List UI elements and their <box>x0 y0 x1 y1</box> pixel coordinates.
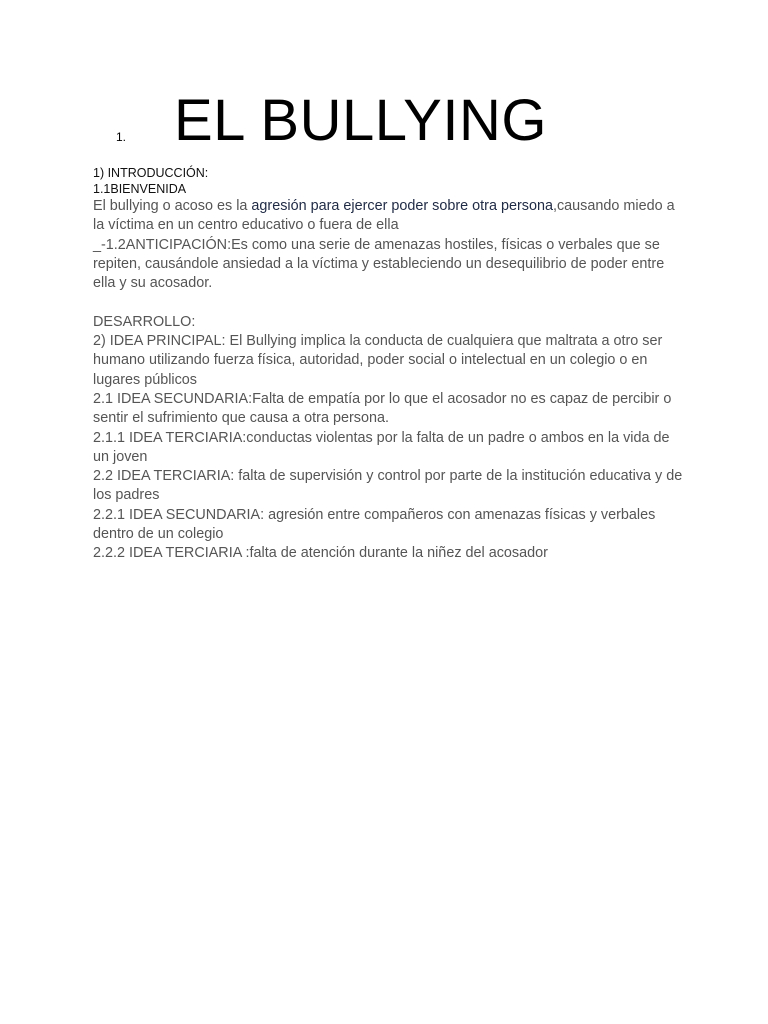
idea-item: 2.1 IDEA SECUNDARIA:Falta de empatía por lo que el acosador no es capaz de percibir o sentir el sufrimiento que causa a otra persona. <box>93 390 672 427</box>
blank-line <box>93 293 683 312</box>
idea-item: 2.2.1 IDEA SECUNDARIA: agresión entre compañeros con amenazas físicas y verbales dentro de un colegio <box>93 506 656 543</box>
idea-item: 2.2 IDEA TERCIARIA: falta de supervisión y control por parte de la institución educativa y de los padres <box>93 468 683 504</box>
definition-link[interactable]: agresión para ejercer poder sobre otra persona <box>251 198 553 214</box>
title-list-number: 1. <box>116 130 127 144</box>
idea-item: 2.2.2 IDEA TERCIARIA :falta de atención durante la niñez del acosador <box>93 545 548 562</box>
intro-paragraph-text-start: El bullying o acoso es la <box>93 198 252 214</box>
intro-heading: 1) INTRODUCCIÓN: <box>93 166 209 180</box>
page-title: EL BULLYING <box>174 88 547 153</box>
intro-paragraph <box>93 197 683 236</box>
idea-item: 2) IDEA PRINCIPAL: El Bullying implica la conducta de cualquiera que maltrata a otro ser humano utilizando fuerza física, autoridad, poder social o intelectual en un colegio o en lugares públicos <box>93 333 663 388</box>
idea-item: 2.1.1 IDEA TERCIARIA:conductas violentas por la falta de un padre o ambos en la vida de un joven <box>93 429 670 465</box>
desarrollo-heading: DESARROLLO: <box>93 313 196 330</box>
anticipation-paragraph: _-1.2ANTICIPACIÓN:Es como una serie de amenazas hostiles, físicas o verbales que se repiten, causándole ansiedad a la víctima y estableciendo un desequilibrio de poder entre ella y su acosador. <box>93 236 665 292</box>
document-body <box>93 165 683 564</box>
title-row <box>116 86 716 156</box>
intro-paragraph-text-end: ,causando miedo a la víctima en un centro educativo o fuera de ella <box>93 198 675 234</box>
intro-subheading: 1.1BIENVENIDA <box>93 182 187 196</box>
